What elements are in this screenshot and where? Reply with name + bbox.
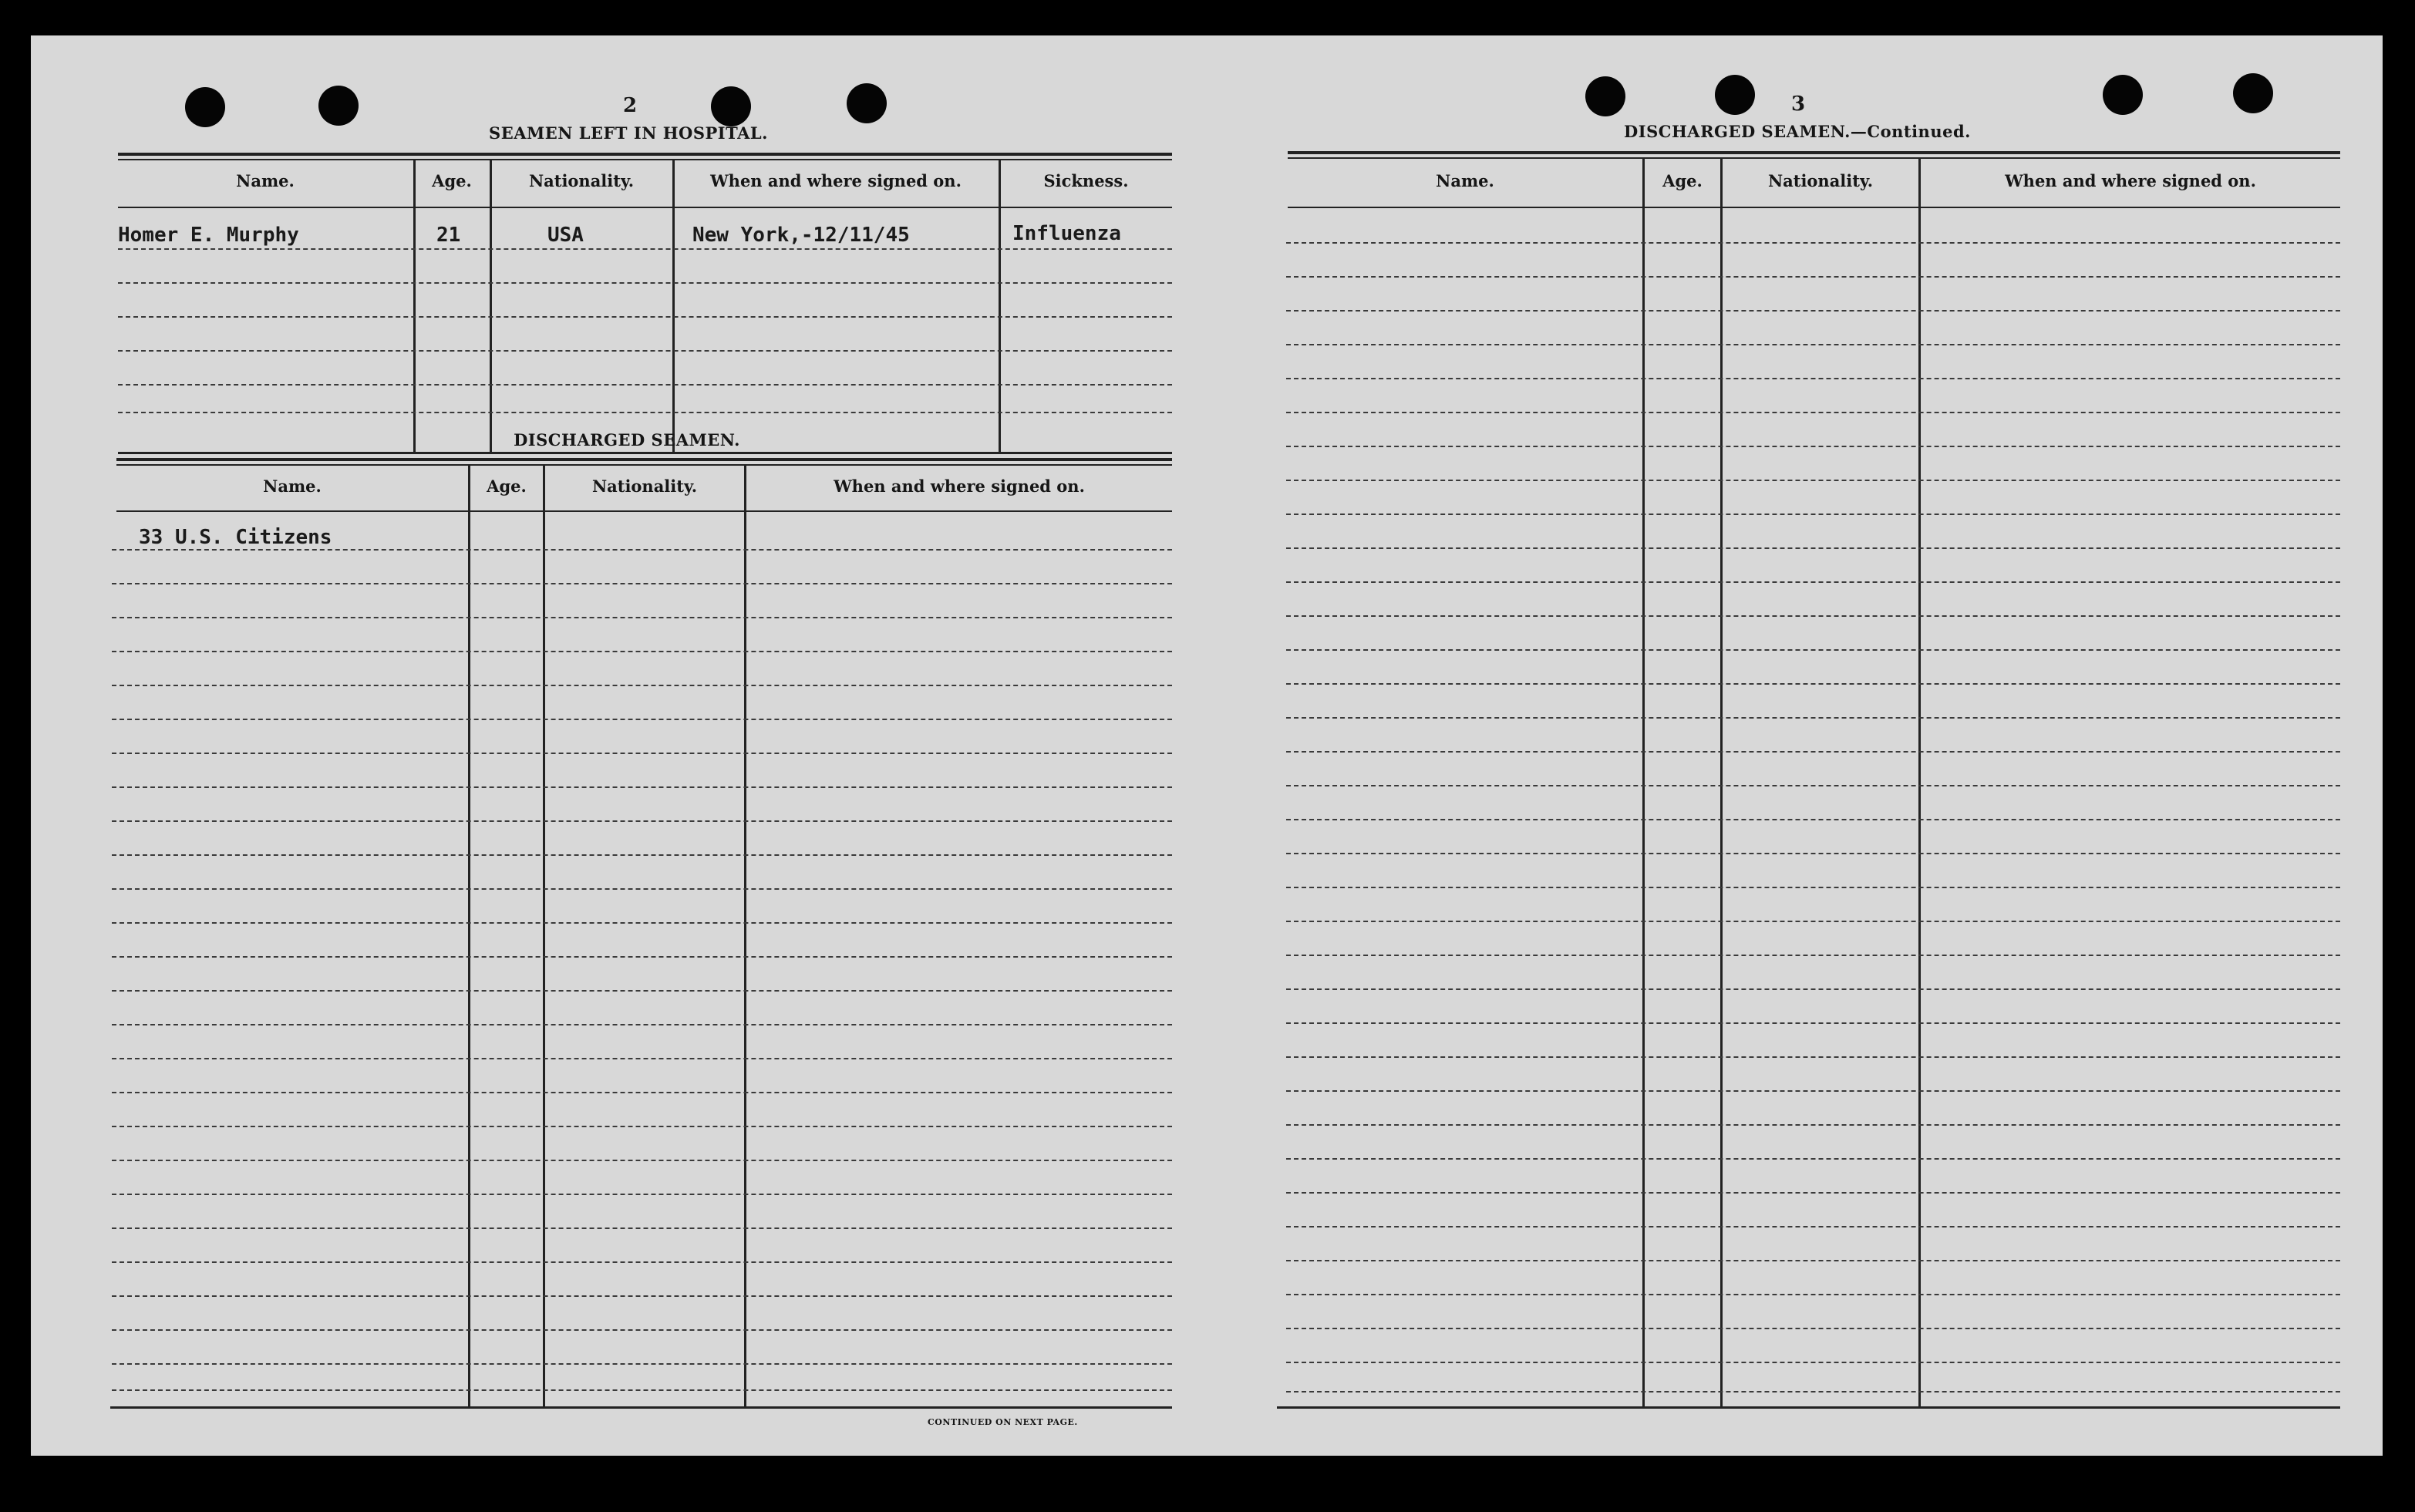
binder-hole [847,83,887,123]
right-row-line [1286,988,2340,990]
right-row-line [1286,581,2340,583]
hospital-entry-name: Homer E. Murphy [118,224,299,247]
discharged-row-line [112,1389,1172,1391]
binder-hole [2103,75,2143,115]
right-row-line [1286,887,2340,888]
right-col-nationality: Nationality. [1767,171,1874,190]
right-row-line [1286,785,2340,786]
discharged-col-age: Age. [487,476,527,496]
hospital-row-line [118,282,1172,284]
discharged-row-line [112,820,1172,822]
discharged-row-line [112,854,1172,856]
page-number-left: 2 [622,94,638,117]
discharged-header-rule [116,510,1172,512]
right-row-line [1286,514,2340,515]
binder-hole [318,86,359,126]
hospital-col-divider [672,159,675,452]
right-row-line [1286,378,2340,379]
right-row-line [1286,1022,2340,1024]
hospital-entry-nationality: USA [547,224,584,247]
discharged-row-line [112,685,1172,686]
discharged-row-line [112,990,1172,992]
right-row-line [1286,955,2340,956]
discharged-row-line [112,549,1172,551]
right-row-line [1286,649,2340,651]
hospital-col-nationality: Nationality. [528,171,635,190]
right-row-line [1286,1192,2340,1194]
discharged-row-line [112,651,1172,652]
right-row-line [1286,1226,2340,1227]
discharged-row-line [112,583,1172,584]
page-number-right: 3 [1790,93,1806,116]
discharged-row-line [112,1363,1172,1365]
right-row-line [1286,1294,2340,1295]
right-row-line [1286,310,2340,311]
discharged-row-line [112,719,1172,720]
right-row-line [1286,1056,2340,1058]
discharged-row-line [112,922,1172,924]
right-row-line [1286,1362,2340,1363]
binder-hole [711,86,751,126]
hospital-col-signed-on: When and where signed on. [710,171,962,190]
hospital-col-divider [999,159,1001,452]
hospital-col-age: Age. [432,171,472,190]
continued-note: CONTINUED ON NEXT PAGE. [928,1417,1078,1427]
hospital-entry-age: 21 [436,224,461,247]
hospital-row-line [118,316,1172,318]
right-table-top-rule [1288,151,2340,154]
discharged-col-name: Name. [263,476,322,496]
right-row-line [1286,547,2340,549]
right-row-line [1286,1090,2340,1092]
discharged-col-divider [468,464,470,1406]
hospital-row-line [118,248,1172,250]
continued-section-title: DISCHARGED SEAMEN.—Continued. [1624,122,1971,141]
binder-hole [1715,75,1755,115]
discharged-row-line [112,1126,1172,1127]
binder-hole [2233,73,2273,113]
right-row-line [1286,276,2340,278]
right-row-line [1286,1124,2340,1126]
right-row-line [1286,717,2340,719]
right-table-top-rule [1288,157,2340,159]
hospital-table-top-rule [118,153,1172,156]
discharged-row-line [112,1092,1172,1093]
discharged-table-bottom-rule [110,1406,1172,1409]
discharged-table-top-rule [116,458,1172,461]
hospital-col-name: Name. [236,171,295,190]
discharged-row-line [112,753,1172,754]
right-row-line [1286,1328,2340,1329]
right-header-rule [1288,207,2340,208]
document-sheet [31,35,2383,1456]
discharged-col-divider [744,464,746,1406]
discharged-row-line [112,1295,1172,1297]
discharged-col-divider [543,464,545,1406]
right-row-line [1286,819,2340,820]
discharged-row-line [112,1024,1172,1025]
hospital-row-line [118,384,1172,386]
discharged-section-title: DISCHARGED SEAMEN. [514,430,740,450]
discharged-table-top-rule [116,464,1172,466]
right-row-line [1286,853,2340,854]
right-row-line [1286,615,2340,617]
right-row-line [1286,921,2340,922]
discharged-entry-name: 33 U.S. Citizens [139,526,332,549]
discharged-row-line [112,1261,1172,1263]
hospital-table-bottom-rule [118,452,1172,454]
right-table-bottom-rule [1277,1406,2340,1409]
discharged-row-line [112,1329,1172,1331]
discharged-col-nationality: Nationality. [591,476,698,496]
right-row-line [1286,242,2340,244]
right-row-line [1286,446,2340,447]
right-row-line [1286,344,2340,345]
discharged-row-line [112,1160,1172,1161]
discharged-row-line [112,888,1172,890]
hospital-col-sickness: Sickness. [1043,171,1129,190]
right-row-line [1286,751,2340,753]
right-col-name: Name. [1436,171,1494,190]
hospital-entry-sickness: Influenza [1012,222,1121,245]
binder-hole [185,87,225,127]
right-col-age: Age. [1662,171,1703,190]
right-row-line [1286,1158,2340,1160]
right-row-line [1286,412,2340,413]
hospital-table-top-rule [118,159,1172,160]
discharged-row-line [112,1227,1172,1229]
discharged-row-line [112,786,1172,788]
right-row-line [1286,683,2340,685]
binder-hole [1585,76,1625,116]
hospital-entry-signed-on: New York,-12/11/45 [692,224,910,247]
hospital-section-title: SEAMEN LEFT IN HOSPITAL. [489,123,768,143]
right-row-line [1286,480,2340,481]
hospital-col-divider [413,159,416,452]
right-row-line [1286,1391,2340,1392]
discharged-row-line [112,617,1172,618]
discharged-row-line [112,1058,1172,1059]
discharged-col-signed-on: When and where signed on. [834,476,1085,496]
hospital-header-rule [118,207,1172,208]
hospital-row-line [118,350,1172,352]
discharged-row-line [112,1194,1172,1195]
right-col-signed-on: When and where signed on. [2005,171,2256,190]
hospital-col-divider [490,159,492,452]
discharged-row-line [112,956,1172,958]
right-row-line [1286,1260,2340,1261]
hospital-row-line [118,412,1172,413]
